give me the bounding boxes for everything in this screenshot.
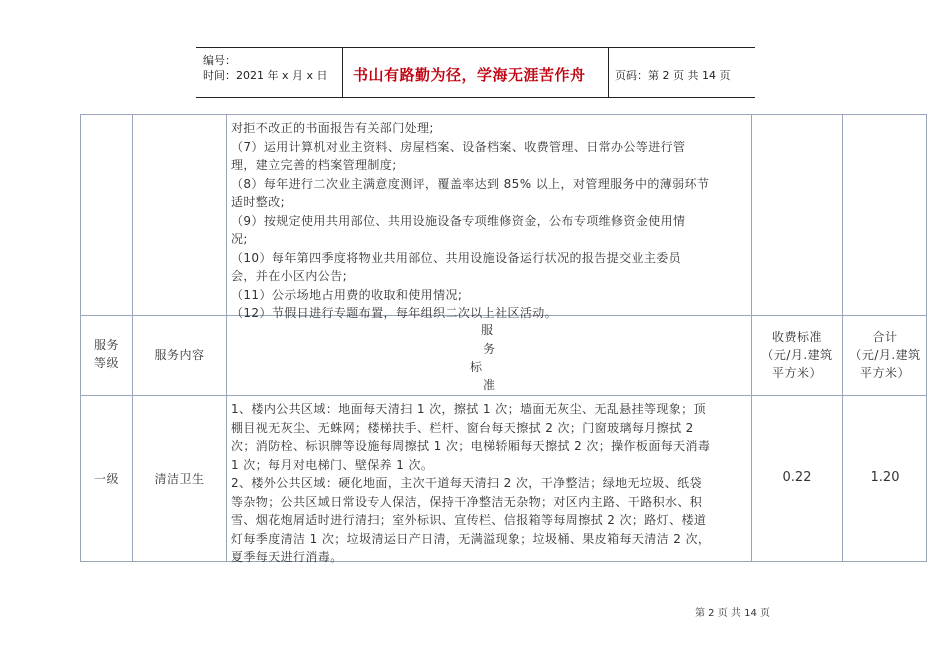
header-standard-char: 服 [481, 323, 494, 337]
date-label: 时间：2021 年 x 月 x 日 [203, 69, 328, 82]
standard-line: 2、楼外公共区域：硬化地面，主次干道每天清扫 2 次，干净整洁；绿地无垃圾、纸袋 [231, 476, 702, 490]
standard-line: 况; [231, 232, 248, 246]
standard-line: （9）按规定使用共用部位、共用设施设备专项维修资金，公布专项维修资金使用情 [231, 213, 686, 228]
standard-line: 理，建立完善的档案管理制度; [231, 158, 397, 172]
standard-line: 对拒不改正的书面报告有关部门处理; [231, 121, 434, 135]
header-standard-char: 务 [483, 342, 496, 356]
header-service-level: 服务 等级 [93, 338, 119, 370]
continued-standards [231, 119, 749, 323]
row-fee-value: 0.22 [782, 470, 812, 485]
row-divider [81, 395, 926, 396]
row-total-value: 1.20 [870, 470, 900, 485]
page-header [196, 47, 755, 98]
header-total: 合计 （元/月.建筑 平方米） [849, 330, 921, 380]
page-label: 页码：第 2 页 共 14 页 [615, 69, 731, 82]
standard-line: 雪、烟花炮屑适时进行清扫；室外标识、宣传栏、信报箱等每周擦拭 2 次；路灯、楼道 [231, 513, 707, 527]
row-standard-text [231, 400, 749, 567]
standard-line: 适时整改; [231, 195, 286, 209]
standard-line: 夏季每天进行消毒。 [231, 550, 343, 564]
service-standard-table [80, 114, 927, 562]
standard-line: （11）公示场地占用费的收取和使用情况; [231, 287, 463, 302]
standard-line: 棚目视无灰尘、无蛛网；楼梯扶手、栏杆、窗台每天擦拭 2 次；门窗玻璃每月擦拭 2 [231, 420, 694, 435]
standard-line: （7）运用计算机对业主资料、房屋档案、设备档案、收费管理、日常办公等进行管 [231, 139, 686, 154]
standard-line: 次；消防栓、标识牌等设施每周擦拭 1 次；电梯轿厢每天擦拭 2 次；操作板面每天消毒 [231, 439, 711, 453]
header-standard-char: 准 [483, 378, 496, 392]
header-service-standard [227, 318, 751, 394]
header-page-cell [608, 48, 756, 97]
code-label: 编号： [203, 54, 236, 67]
header-meta [196, 48, 342, 97]
standard-line: 会，并在小区内公告; [231, 269, 348, 283]
row-service-content: 清洁卫生 [154, 472, 205, 486]
standard-line: 等杂物；公共区域日常设专人保洁，保持干净整洁无杂物；对区内主路、干路积水、积 [231, 494, 703, 509]
header-fee-standard: 收费标准 （元/月.建筑 平方米） [761, 330, 833, 380]
header-motto-cell [342, 48, 609, 97]
header-standard-char: 标 [470, 360, 483, 374]
standard-line: 灯每季度清洁 1 次；垃圾清运日产日清，无满溢现象；垃圾桶、果皮箱每天清洁 2 次， [231, 531, 711, 546]
standard-line: 1 次；每月对电梯门、壁保养 1 次。 [231, 457, 434, 472]
standard-line: 1、楼内公共区域：地面每天清扫 1 次，擦拭 1 次；墙面无灰尘、无乱悬挂等现象；顶 [231, 402, 706, 416]
row-service-level: 一级 [93, 472, 119, 486]
col-divider [132, 115, 133, 561]
motto: 书山有路勤为径，学海无涯苦作舟 [353, 66, 586, 84]
standard-line: （8）每年进行二次业主满意度测评，覆盖率达到 85% 以上，对管理服务中的薄弱环节 [231, 176, 710, 191]
standard-line: （12）节假日进行专题布置，每年组织二次以上社区活动。 [231, 306, 558, 320]
page-footer: 第 2 页 共 14 页 [695, 608, 770, 619]
header-service-content: 服务内容 [154, 348, 205, 362]
standard-line: （10）每年第四季度将物业共用部位、共用设施设备运行状况的报告提交业主委员 [231, 250, 682, 265]
